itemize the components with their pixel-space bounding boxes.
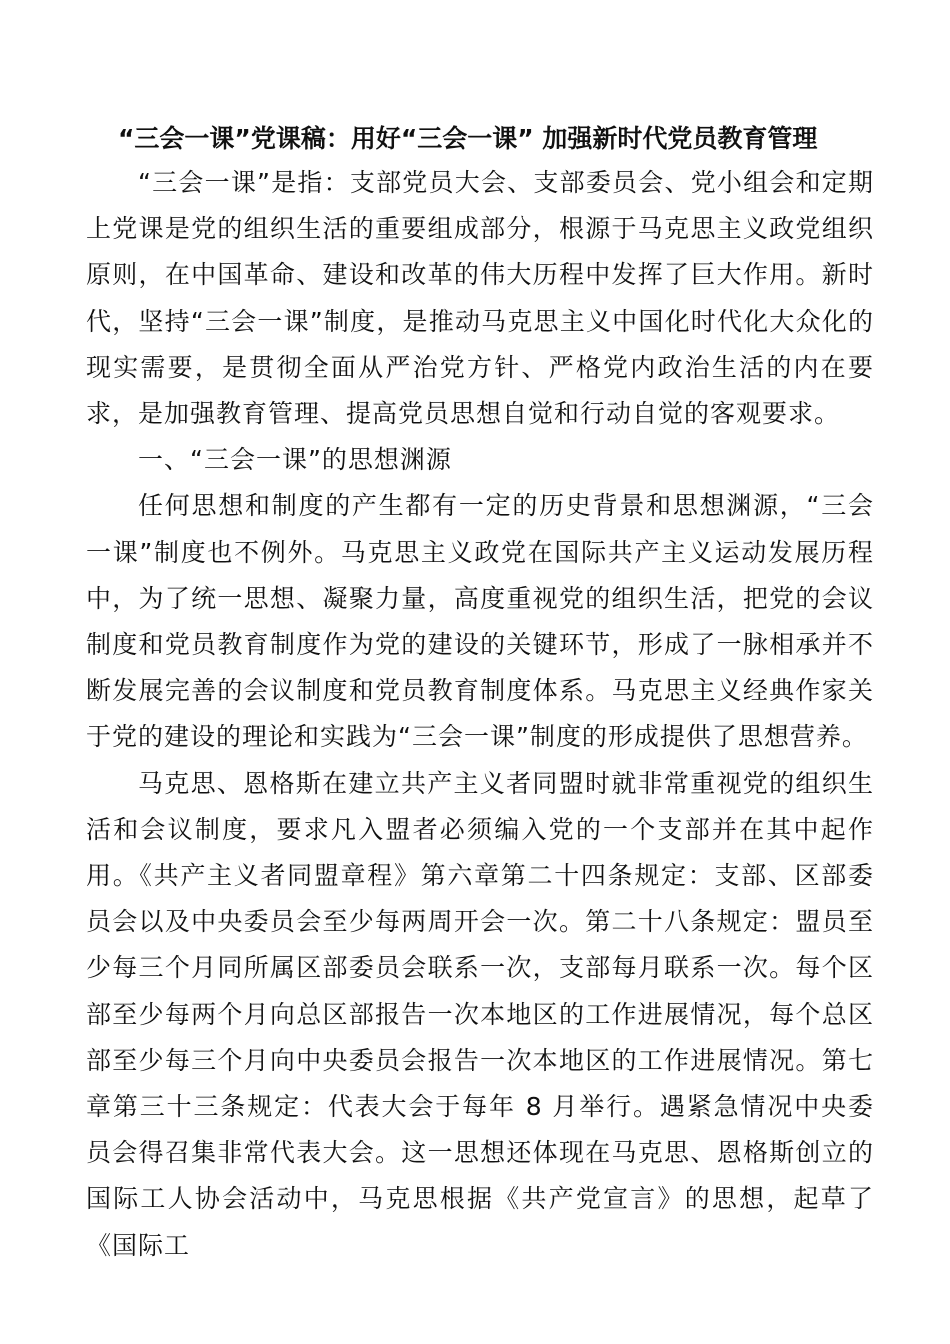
document-body bbox=[86, 118, 874, 1269]
body-paragraph-origin: 任何思想和制度的产生都有一定的历史背景和思想渊源，“三会一课”制度也不例外。马克思主义政党在国际共产主义运动发展历程中，为了统一思想、凝聚力量，高度重视党的组织生活，把党的会议制度和党员教育制度作为党的建设的关键环节，形成了一脉相承并不断发展完善的会议制度和党员教育制度体系。马克思主义经典作家关于党的建设的理论和实践为“三会一课”制度的形成提供了思想营养。 bbox=[86, 491, 874, 752]
section-heading: 一、“三会一课”的思想渊源 bbox=[138, 445, 452, 475]
body-paragraph-marx-engels: 马克思、恩格斯在建立共产主义者同盟时就非常重视党的组织生活和会议制度，要求凡入盟者必须编入党的一个支部并在其中起作用。《共产主义者同盟章程》第六章第二十四条规定：支部、区部委员会以及中央委员会至少每两周开会一次。第二十八条规定：盟员至少每三个月同所属区部委员会联系一次，支部每月联系一次。每个区部至少每两个月向总区部报告一次本地区的工作进展情况，每个总区部至少每三个月向中央委员会报告一次本地区的工作进展情况。第七章第三十三条规定：代表大会于每年 8 月举行。遇紧急情况中央委员会得召集非常代表大会。这一思想还体现在马克思、恩格斯创立的国际工人协会活动中，马克思根据《共产党宣言》的思想，起草了《国际工 bbox=[86, 768, 874, 1260]
document-title: “三会一课”党课稿：用好“三会一课” 加强新时代党员教育管理 bbox=[118, 124, 818, 153]
intro-paragraph: “三会一课”是指：支部党员大会、支部委员会、党小组会和定期上党课是党的组织生活的重要组成部分，根源于马克思主义政党组织原则，在中国革命、建设和改革的伟大历程中发挥了巨大作用。新时代，坚持“三会一课”制度，是推动马克思主义中国化时代化大众化的现实需要，是贯彻全面从严治党方针、严格党内政治生活的内在要求，是加强教育管理、提高党员思想自觉和行动自觉的客观要求。 bbox=[86, 168, 874, 429]
